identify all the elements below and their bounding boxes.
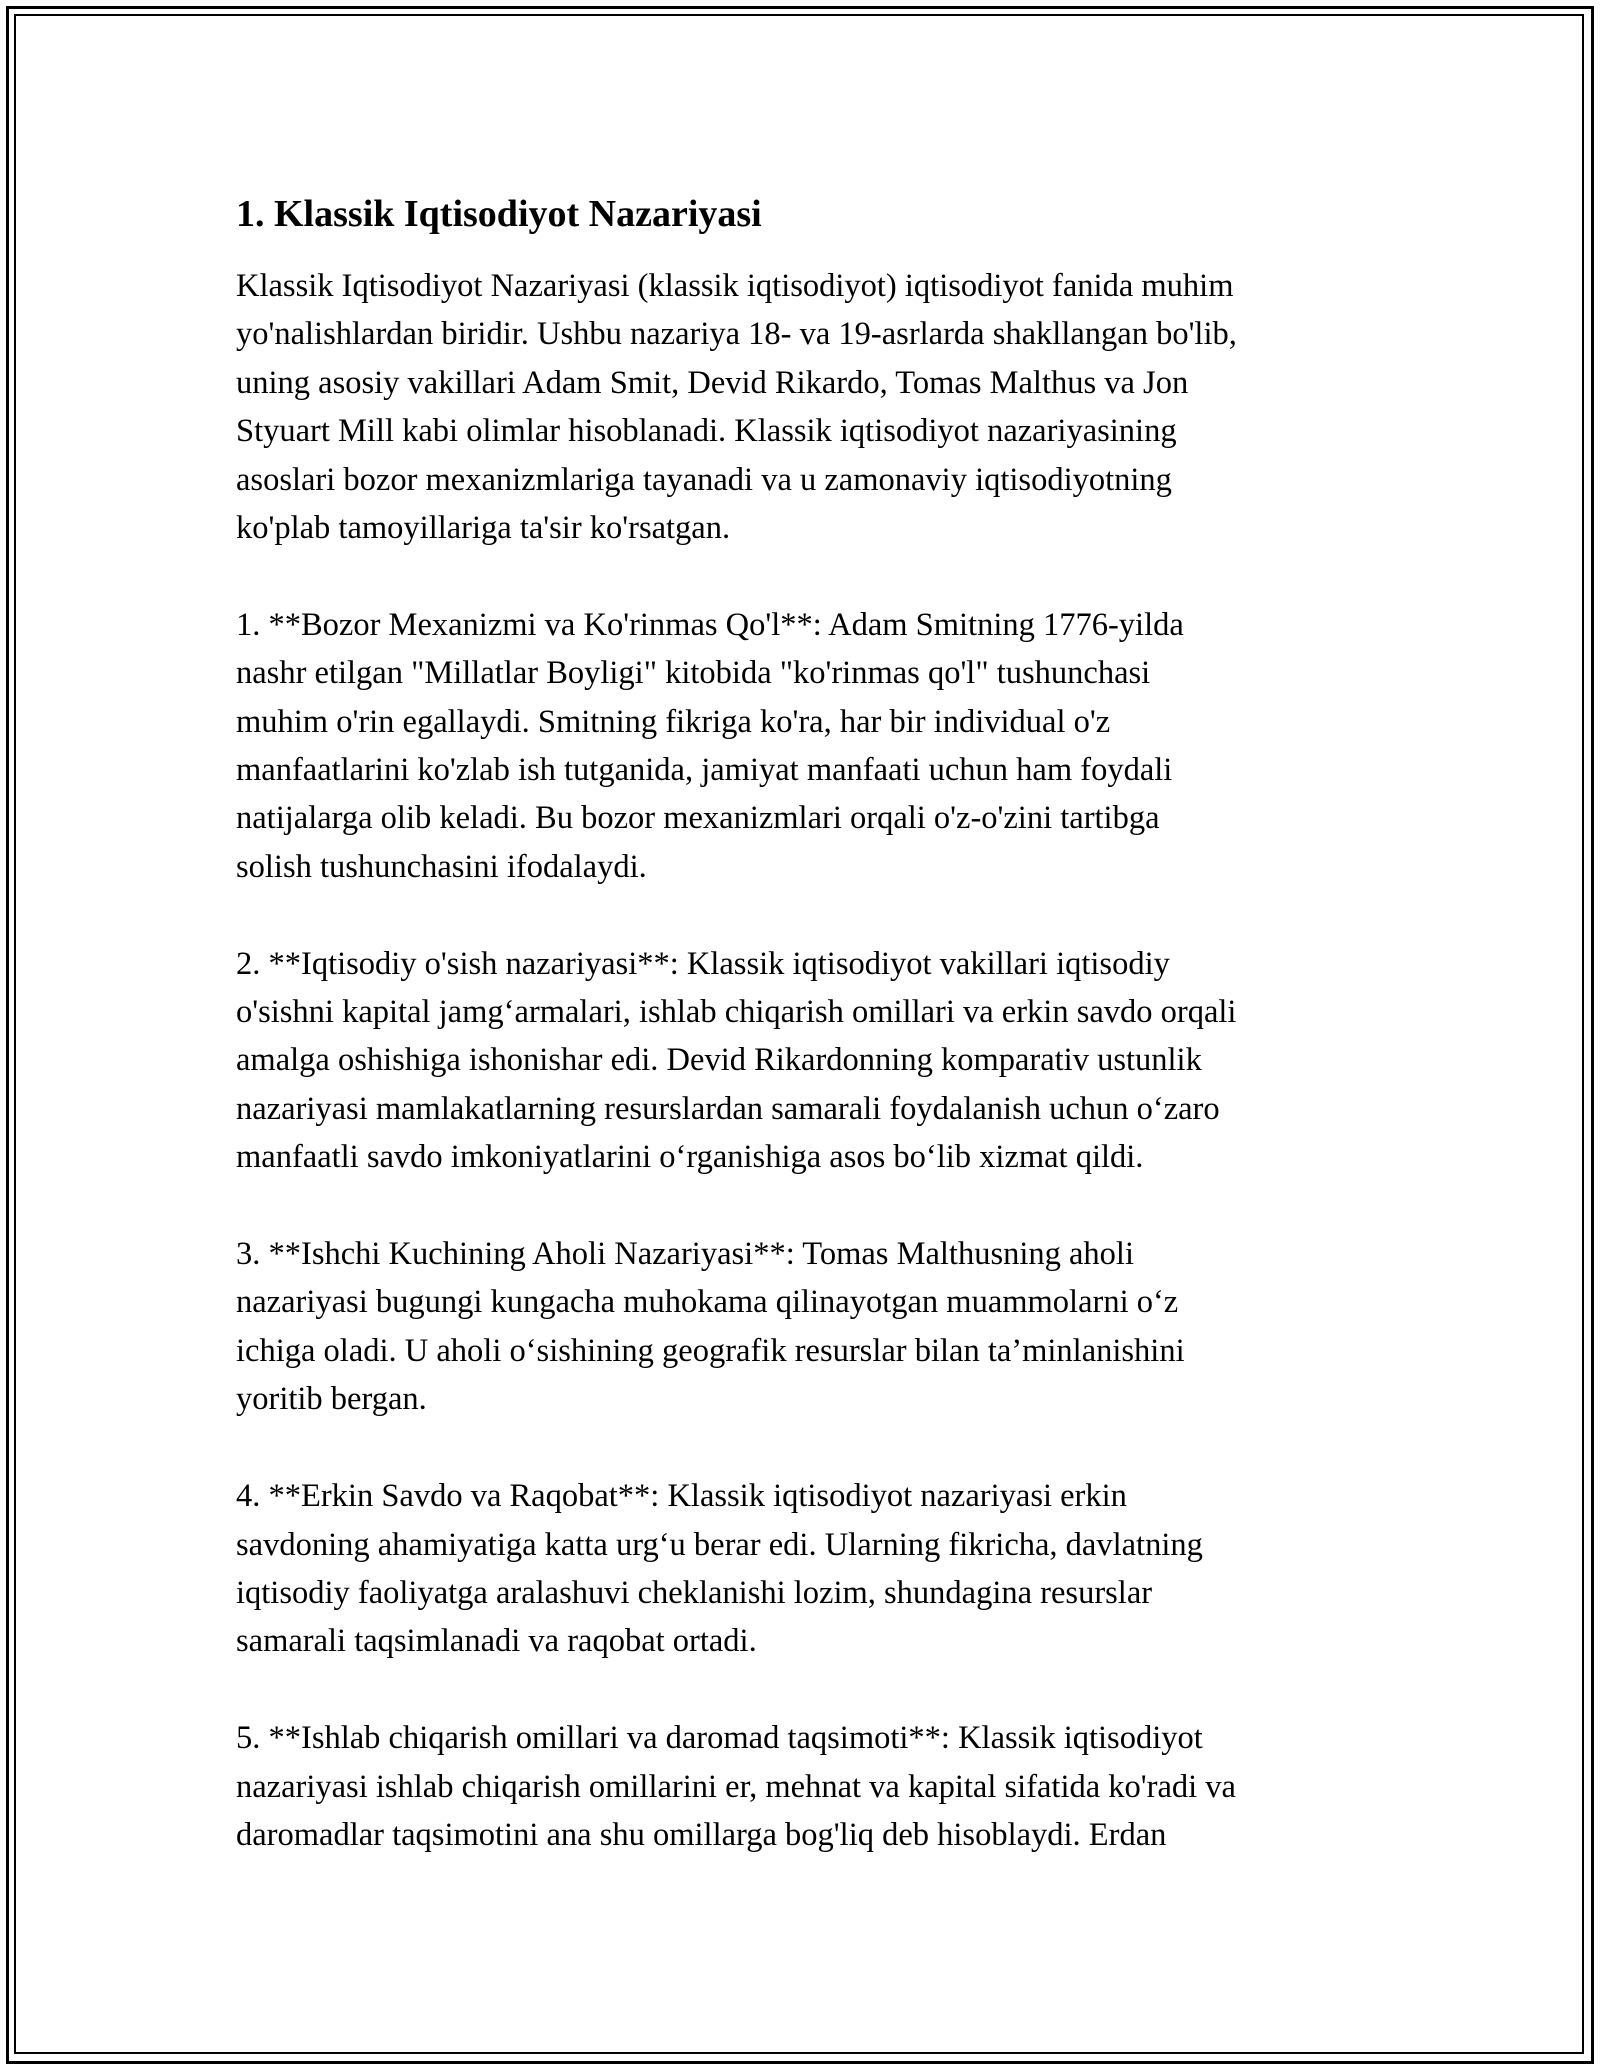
text-line: solish tushunchasini ifodalaydi.	[236, 848, 647, 885]
text-line: Klassik Iqtisodiyot Nazariyasi (klassik iqtisodiyot) iqtisodiyot fanida muhim	[236, 268, 1234, 304]
text-line: nazariyasi bugungi kungacha muhokama qilinayotgan muammolarni o‘z	[236, 1284, 1179, 1321]
text-line: uning asosiy vakillari Adam Smit, Devid Rikardo, Tomas Malthus va Jon	[236, 364, 1189, 401]
text-line: daromadlar taqsimotini ana shu omillarga bog'liq deb hisoblaydi. Erdan	[236, 1816, 1167, 1853]
list-item-paragraph	[236, 940, 1436, 1182]
text-line: manfaatli savdo imkoniyatlarini o‘rganishiga asos bo‘lib xizmat qildi.	[236, 1139, 1144, 1176]
text-line: nashr etilgan "Millatlar Boyligi" kitobida "ko'rinmas qo'l" tushunchasi	[236, 655, 1151, 692]
text-line: iqtisodiy faoliyatga aralashuvi cheklanishi lozim, shundagina resurslar	[236, 1574, 1153, 1611]
text-line: muhim o'rin egallaydi. Smitning fikriga ko'ra, har bir individual o'z	[236, 703, 1111, 740]
text-line: ko'plab tamoyillariga ta'sir ko'rsatgan.	[236, 510, 731, 547]
text-line: yoritib bergan.	[236, 1381, 427, 1418]
text-line: o'sishni kapital jamg‘armalari, ishlab chiqarish omillari va erkin savdo orqali	[236, 994, 1237, 1031]
text-line: yo'nalishlardan biridir. Ushbu nazariya 18- va 19-asrlarda shakllangan bo'lib,	[236, 316, 1237, 353]
text-line: 2. **Iqtisodiy o'sish nazariyasi**: Klassik iqtisodiyot vakillari iqtisodiy	[236, 945, 1170, 982]
document-title: 1. Klassik Iqtisodiyot Nazariyasi	[236, 193, 762, 235]
text-line: nazariyasi ishlab chiqarish omillarini er, mehnat va kapital sifatida ko'radi va	[236, 1768, 1236, 1805]
text-line: natijalarga olib keladi. Bu bozor mexanizmlari orqali o'z-o'zini tartibga	[236, 800, 1160, 837]
text-line: Styuart Mill kabi olimlar hisoblanadi. Klassik iqtisodiyot nazariyasining	[236, 413, 1177, 450]
text-line: asoslari bozor mexanizmlariga tayanadi va u zamonaviy iqtisodiyotning	[236, 461, 1172, 498]
text-line: 3. **Ishchi Kuchining Aholi Nazariyasi**: Tomas Malthusning aholi	[236, 1236, 1134, 1273]
list-item-paragraph	[236, 1230, 1436, 1424]
document-body	[236, 190, 1436, 1908]
text-line: samarali taqsimlanadi va raqobat ortadi.	[236, 1623, 757, 1660]
text-line: savdoning ahamiyatiga katta urg‘u berar edi. Ularning fikricha, davlatning	[236, 1526, 1203, 1563]
list-item-paragraph	[236, 601, 1436, 891]
text-line: 4. **Erkin Savdo va Raqobat**: Klassik iqtisodiyot nazariyasi erkin	[236, 1478, 1127, 1515]
text-line: amalga oshishiga ishonishar edi. Devid Rikardonning komparativ ustunlik	[236, 1042, 1202, 1079]
text-line: nazariyasi mamlakatlarning resurslardan samarali foydalanish uchun o‘zaro	[236, 1090, 1220, 1127]
text-line: manfaatlarini ko'zlab ish tutganida, jamiyat manfaati uchun ham foydali	[236, 752, 1173, 789]
text-line: ichiga oladi. U aholi o‘sishining geografik resurslar bilan ta’minlanishini	[236, 1332, 1185, 1369]
text-line: 5. **Ishlab chiqarish omillari va daromad taqsimoti**: Klassik iqtisodiyot	[236, 1720, 1203, 1757]
list-item-paragraph	[236, 1472, 1436, 1666]
text-line: 1. **Bozor Mexanizmi va Ko'rinmas Qo'l**: Adam Smitning 1776-yilda	[236, 606, 1184, 643]
list-item-paragraph	[236, 1714, 1436, 1859]
intro-paragraph	[236, 262, 1436, 552]
